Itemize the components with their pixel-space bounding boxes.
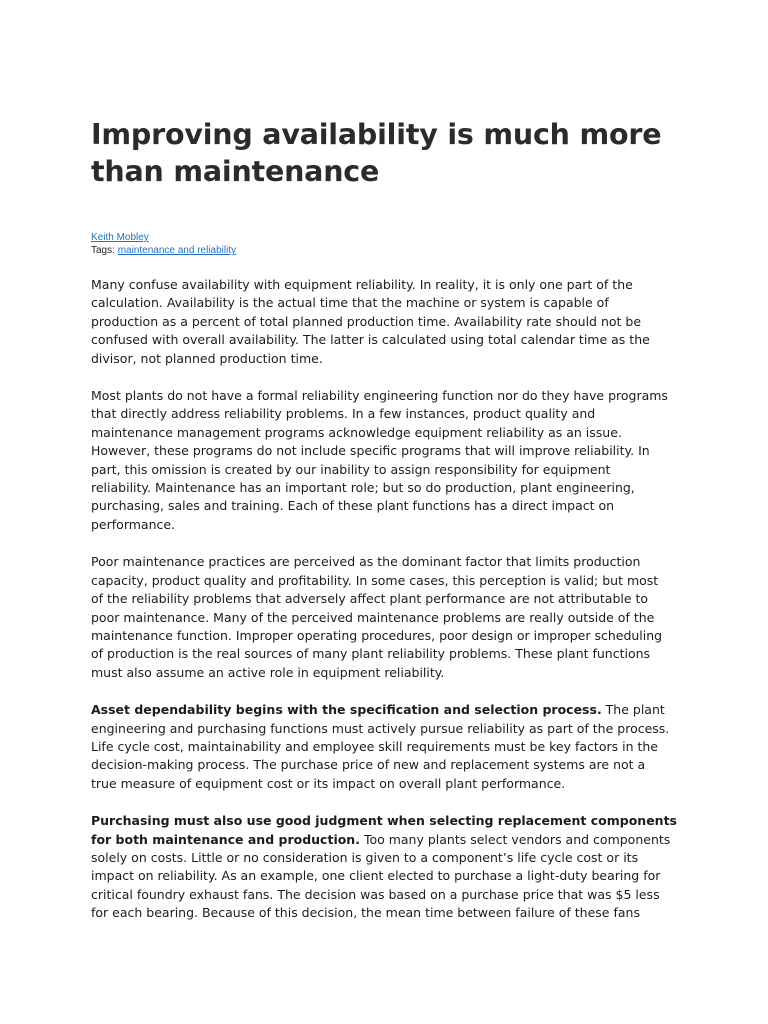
paragraph-text: The plant engineering and purchasing functions must actively pursue reliability as part of the process. Life cycle cost, maintainability and employee skill requirements must be key factors in the decision-making process. The purchase price of new and replacement systems are not a true measure of equipment cost or its impact on overall plant performance. <box>91 702 670 791</box>
paragraph <box>91 387 681 534</box>
paragraph-lead: Purchasing must also use good judgment when selecting replacement components for both maintenance and production. <box>91 813 677 847</box>
paragraph-text: Poor maintenance practices are perceived as the dominant factor that limits production capacity, product quality and profitability. In some cases, this perception is valid; but most of the reliability problems that adversely affect plant performance are not attributable to poor maintenance. Many of the perceived maintenance problems are really outside of the maintenance function. Improper operating procedures, poor design or improper scheduling of production is the real sources of many plant reliability problems. These plant functions must also assume an active role in equipment reliability. <box>91 554 663 680</box>
paragraph-lead: Asset dependability begins with the specification and selection process. <box>91 702 602 718</box>
paragraph-text: Most plants do not have a formal reliability engineering function nor do they have programs that directly address reliability problems. In a few instances, product quality and maintenance management programs acknowledge equipment reliability as an issue. However, these programs do not include specific programs that will improve reliability. In part, this omission is created by our inability to assign responsibility for equipment reliability. Maintenance has an important role; but so do production, plant engineering, purchasing, sales and training. Each of these plant functions has a direct impact on performance. <box>91 388 668 532</box>
paragraph <box>91 812 681 922</box>
tags-label: Tags: <box>91 245 115 256</box>
author-link[interactable]: Keith Mobley <box>91 232 149 243</box>
article-body <box>91 276 681 942</box>
tag-link[interactable]: maintenance and reliability <box>117 245 237 256</box>
author-line <box>91 231 236 244</box>
paragraph <box>91 701 681 793</box>
page-title: Improving availability is much more than maintenance <box>91 118 662 188</box>
paragraph-text: Many confuse availability with equipment reliability. In reality, it is only one part of the calculation. Availability is the actual time that the machine or system is capable of production as a percent of total planned production time. Availability rate should not be confused with overall availability. The latter is calculated using total calendar time as the divisor, not planned production time. <box>91 277 650 366</box>
tags-line <box>91 244 236 257</box>
paragraph <box>91 553 681 682</box>
paragraph <box>91 276 681 368</box>
article-meta <box>91 231 236 257</box>
paragraph-text: Too many plants select vendors and components solely on costs. Little or no consideration is given to a component’s life cycle cost or its impact on reliability. As an example, one client elected to purchase a light-duty bearing for critical foundry exhaust fans. The decision was based on a purchase price that was $5 less for each bearing. Because of this decision, the mean time between failure of these fans <box>91 831 671 921</box>
